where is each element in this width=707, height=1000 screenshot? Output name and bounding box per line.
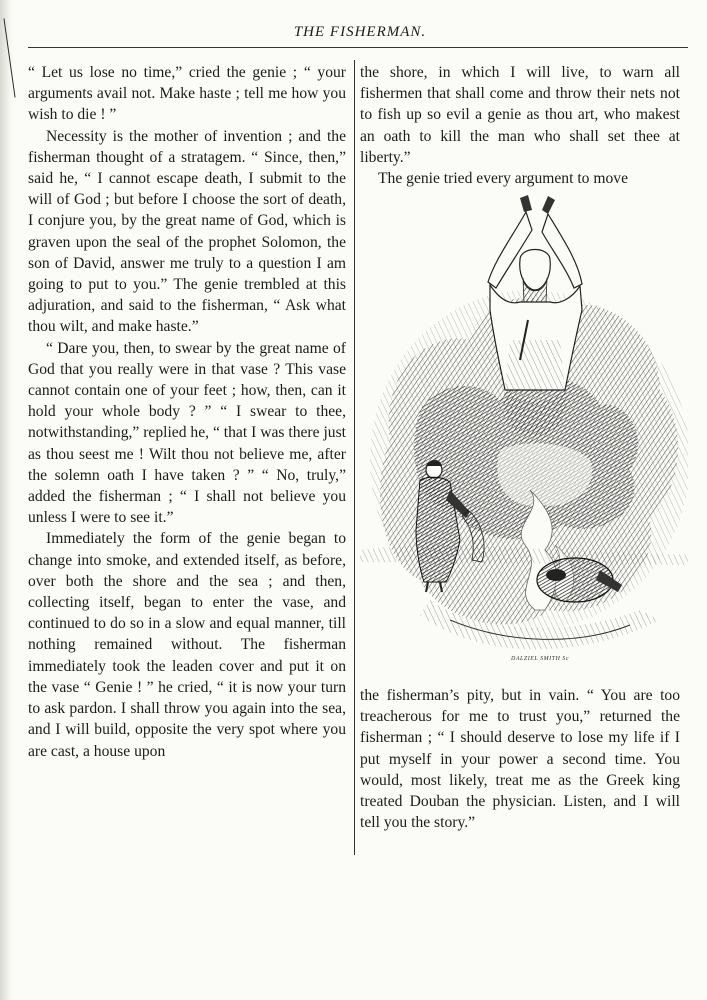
paragraph: the fisherman’s pity, but in vain. “ You are too treacherous for me to trust you,” returned the fisherman ; “ I should deserve to lose my life if I put myself in your power a second time. You would, most likely, treat me as the Greek king treated Douban the physician. Listen, and I will tell you the story.” [360,687,680,832]
right-column-bottom [360,685,680,833]
paragraph: Necessity is the mother of invention ; and the fisherman thought of a stratagem. “ Since, then,” said he, “ I cannot escape death, I submit to the will of God ; but before I choose the sort of death, I conjure you, by the great name of God, which is graven upon the seal of the prophet Solomon, the son of David, answer me truly to a question I am going to put to you.” The genie trembled at this adjuration, and said to the fisherman, “ Ask what thou wilt, and make haste.” [28,127,346,336]
paragraph: Immediately the form of the genie began to change into smoke, and extended itself, as before, over both the shore and the sea ; and then, collecting itself, began to enter the vase, and continued to do so in a slow and equal manner, till nothing remained without. The fisherman immediately took the leaden cover and put it on the vase “ Genie ! ” he cried, “ it is now your turn to ask pardon. I shall throw you again into the sea, and I will build, opposite the very spot where you are cast, a house upon [28,530,346,760]
right-column-top [360,62,680,189]
genie-illustration [360,190,688,670]
left-column [28,62,346,762]
header-rule [28,47,688,48]
paragraph: the shore, in which I will live, to warn all fishermen that shall come and throw their nets not to fish up so evil a genie as thou art, who makest an oath to kill the man who shall set thee at liberty.” [360,64,680,166]
column-divider [354,60,355,855]
running-head: THE FISHERMAN. [293,24,427,40]
paragraph: The genie tried every argument to move [378,170,628,188]
paragraph: “ Let us lose no time,” cried the genie ; “ your arguments avail not. Make haste ; tell me how you wish to die ! ” [28,64,346,124]
paragraph: “ Dare you, then, to swear by the great name of God that you really were in that vase ? This vase cannot contain one of your feet ; how, then, can it hold your whole body ? ” “ I swear to thee, notwithstanding,” replied he, “ that I was there just as thou seest me ! Wilt thou not believe me, after the solemn oath I have taken ? ” “ No, truly,” added the fisherman ; “ I shall not believe you unless I were to see it.” [28,339,346,527]
engraver-credit: DALZIEL SMITH Sc [511,656,569,662]
page-spine-shadow [0,0,14,1000]
